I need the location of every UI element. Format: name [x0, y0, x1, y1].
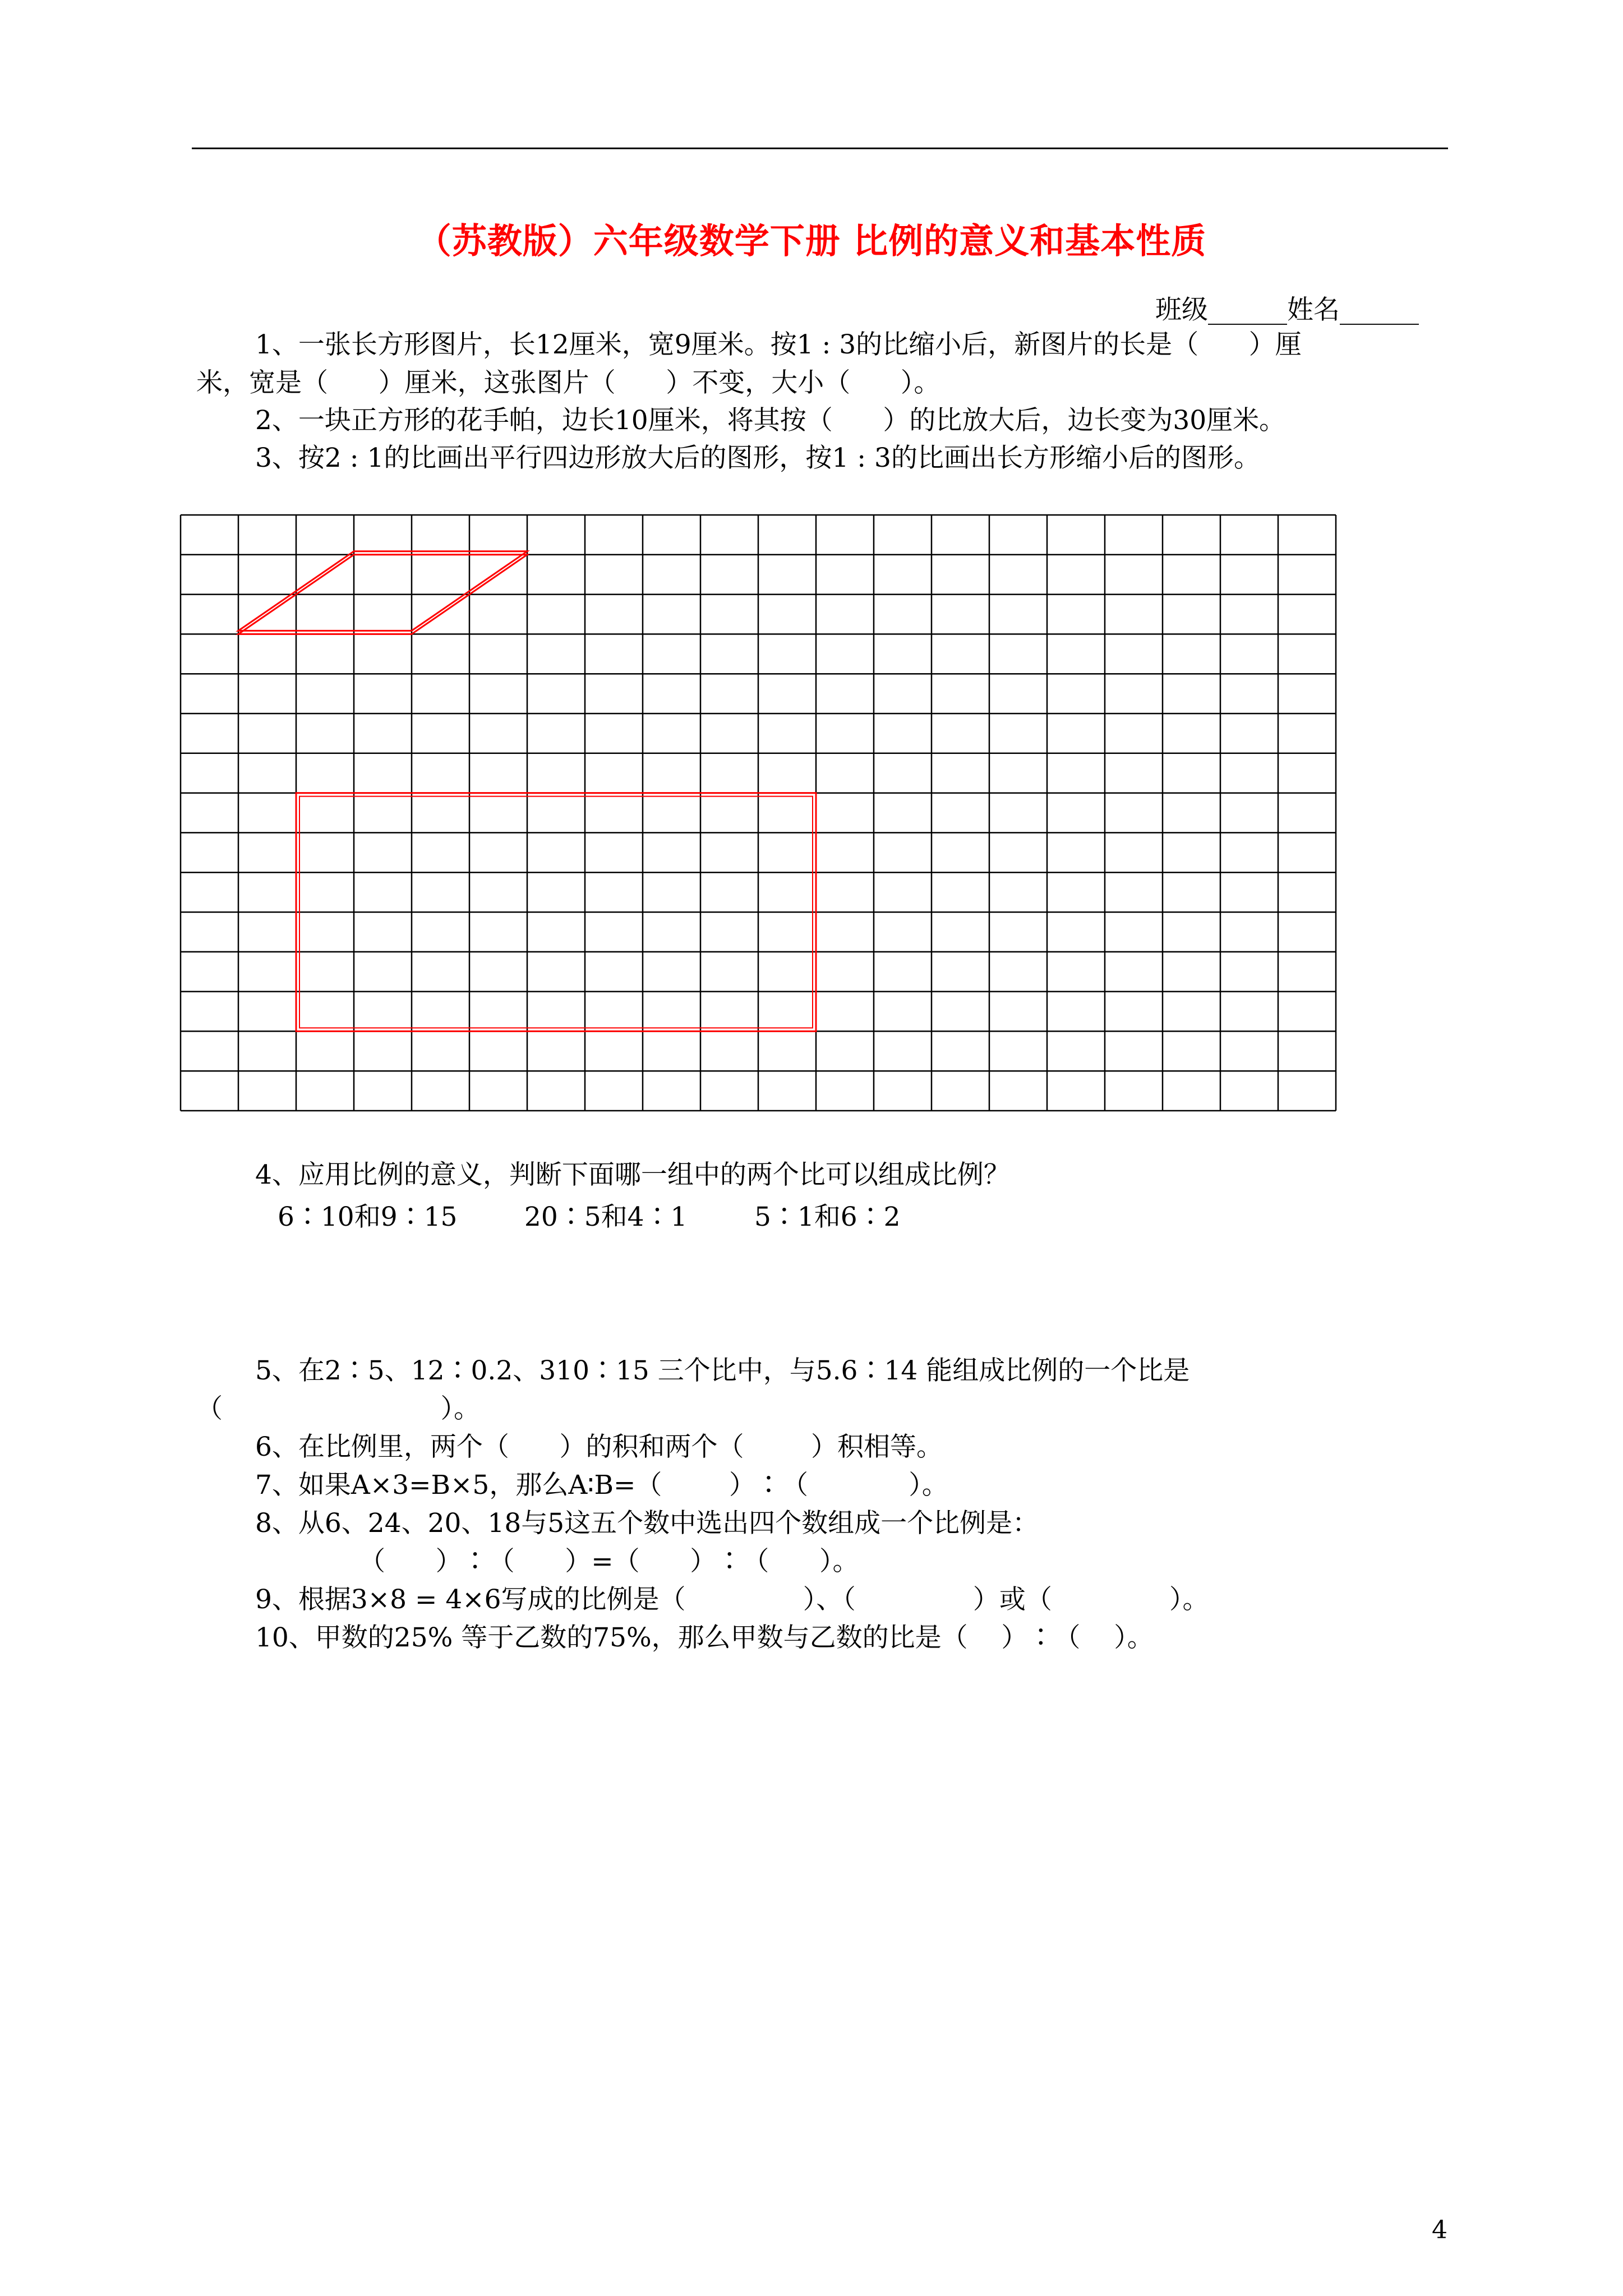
page-number: 4: [1432, 2216, 1447, 2244]
question-8-line-1: 8、从6、24、20、18与5这五个数中选出四个数组成一个比例是：: [255, 1508, 1039, 1539]
question-8-line-2: （ ）∶（ ）=（ ）∶（ ）。: [359, 1546, 859, 1577]
question-4: 4、应用比例的意义，判断下面哪一组中的两个比可以组成比例？: [255, 1159, 1010, 1190]
question-7: 7、如果A×3=B×5，那么A∶B=（ ）∶（ ）。: [255, 1470, 948, 1501]
question-10: 10、甲数的25% 等于乙数的75%，那么甲数与乙数的比是（ ）∶（ ）。: [255, 1622, 1154, 1653]
question-9: 9、根据3×8 = 4×6写成的比例是（ ）、（ ）或（ ）。: [255, 1584, 1209, 1615]
class-name-line: 班级______姓名______: [1155, 295, 1419, 325]
page-title: （苏教版）六年级数学下册 比例的意义和基本性质: [416, 220, 1207, 261]
parallelogram-shape-outline: [238, 551, 527, 631]
question-1-line-2: 米，宽是（ ）厘米，这张图片（ ）不变，大小（ ）。: [196, 367, 940, 398]
question-5-line-2: （ ）。: [196, 1393, 480, 1424]
question-2: 2、一块正方形的花手帕，边长10厘米，将其按（ ）的比放大后，边长变为30厘米。: [255, 405, 1286, 436]
question-3: 3、按2 : 1的比画出平行四边形放大后的图形，按1 : 3的比画出长方形缩小后的图形。: [255, 443, 1260, 473]
question-5-line-1: 5、在2∶5、12∶0.2、310∶15 三个比中，与5.6∶14 能组成比例的一个比是: [255, 1355, 1190, 1386]
question-1-line-1: 1、一张长方形图片，长12厘米，宽9厘米。按1 : 3的比缩小后，新图片的长是（ ）厘: [255, 329, 1302, 360]
question-6: 6、在比例里，两个（ ）的积和两个（ ）积相等。: [255, 1432, 943, 1462]
question-4-options: 6∶10和9∶15 20∶5和4∶1 5∶1和6∶2: [278, 1202, 901, 1232]
